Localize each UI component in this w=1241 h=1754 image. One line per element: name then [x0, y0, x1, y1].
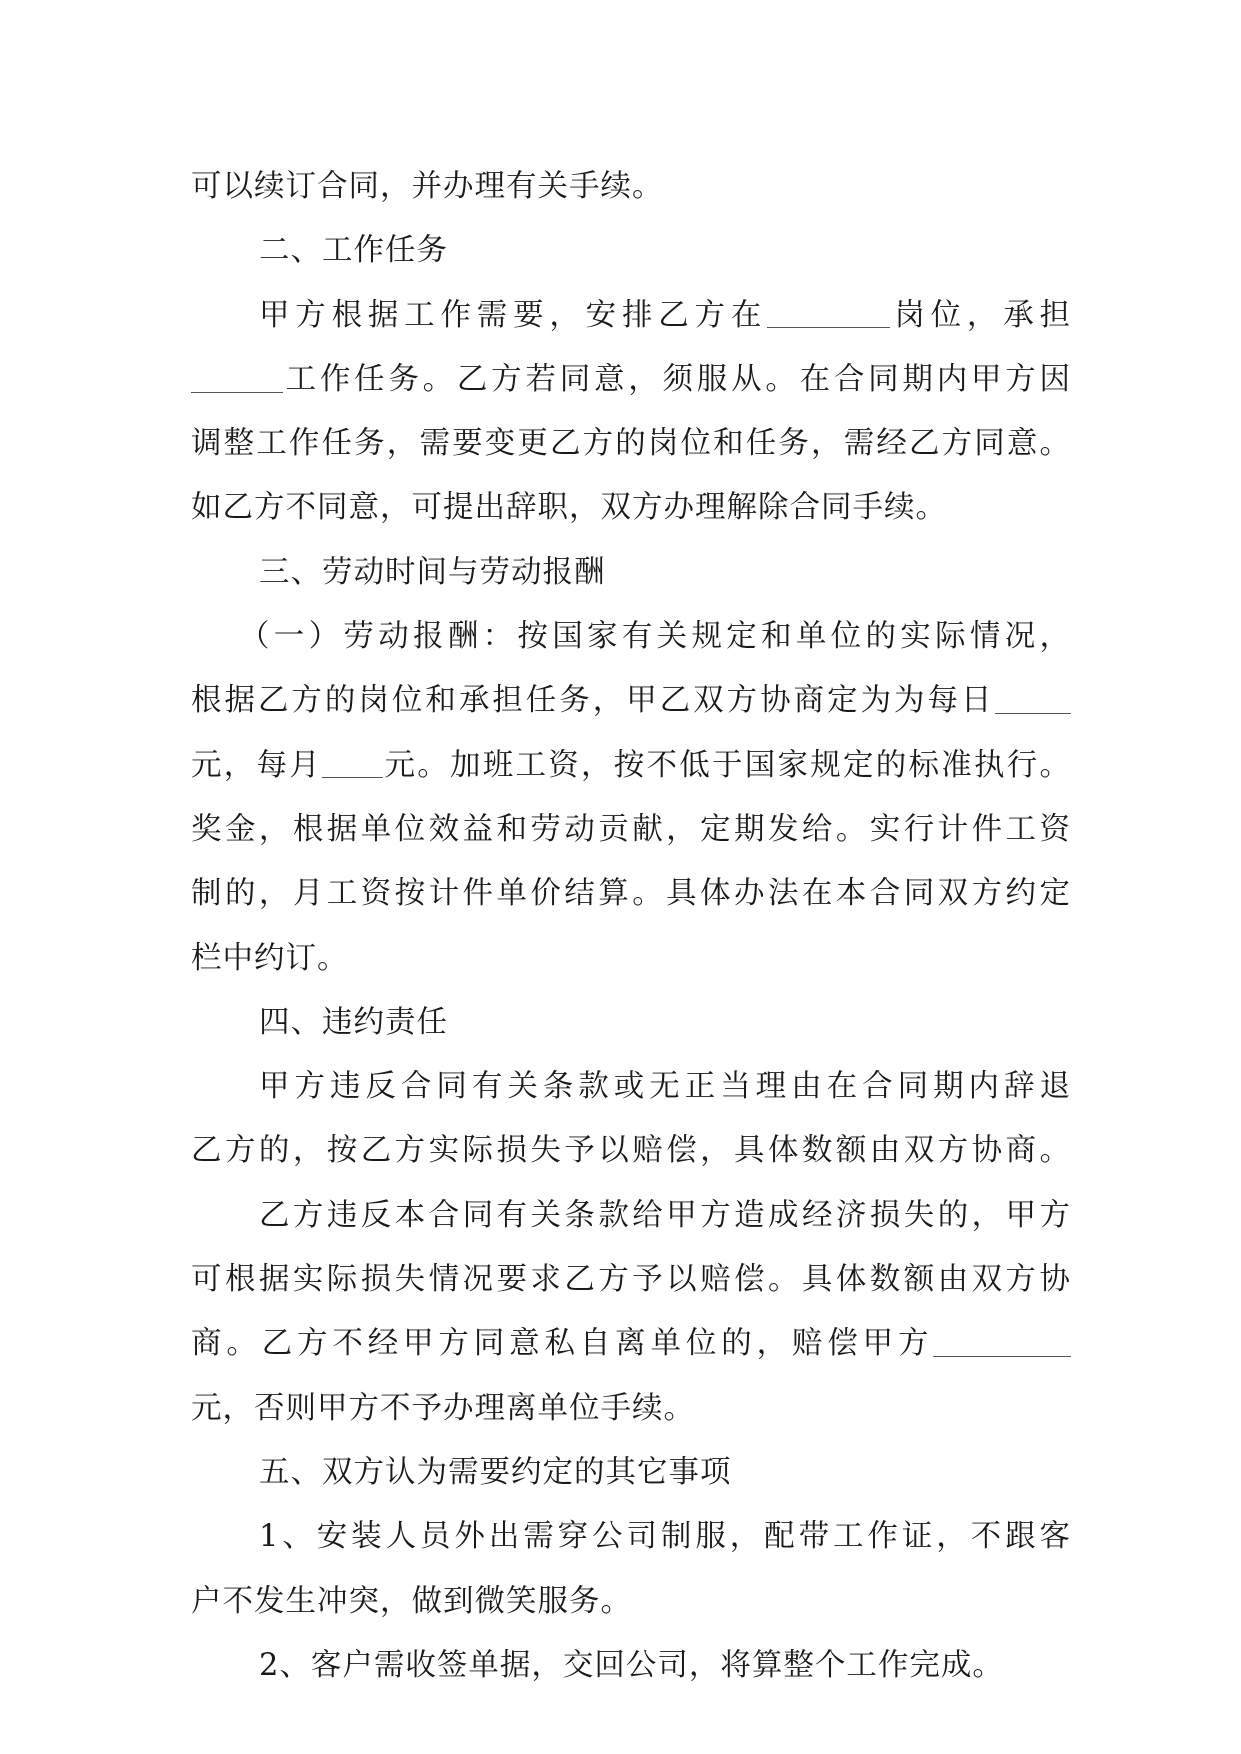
- text-line: 奖金，根据单位效益和劳动贡献，定期发给。实行计件工资: [191, 811, 1071, 847]
- text-line: 根据乙方的岗位和承担任务，甲乙双方协商定为为每日: [191, 669, 1071, 733]
- text-line: 2、客户需收签单据，交回公司，将算整个工作完成。: [259, 1647, 1004, 1683]
- text-line: 调整工作任务，需要变更乙方的岗位和任务，需经乙方同意。: [191, 426, 1071, 462]
- section-heading-other-matters: 五、双方认为需要约定的其它事项: [259, 1454, 732, 1490]
- contract-text: [191, 155, 1071, 1698]
- section-heading-work-time-and-pay: 三、劳动时间与劳动报酬: [259, 554, 606, 590]
- fill-in-blank: [995, 679, 1072, 714]
- fill-in-blank: [767, 294, 889, 329]
- text-line: 商。乙方不经甲方同意私自离单位的，赔偿甲方: [191, 1312, 1071, 1376]
- text-line: 可根据实际损失情况要求乙方予以赔偿。具体数额由双方协: [191, 1262, 1071, 1298]
- text-line: 栏中约订。: [191, 940, 349, 976]
- section-heading-breach-liability: 四、违约责任: [259, 1004, 448, 1040]
- text-line: 户不发生冲突，做到微笑服务。: [191, 1583, 632, 1619]
- text-line: 甲方违反合同有关条款或无正当理由在合同期内辞退: [259, 1069, 1071, 1105]
- text-line: 乙方违反本合同有关条款给甲方造成经济损失的，甲方: [259, 1197, 1071, 1233]
- text-line: 甲方根据工作需要，安排乙方在 岗位，承担: [191, 284, 1071, 348]
- text-line: 如乙方不同意，可提出辞职，双方办理解除合同手续。: [191, 490, 947, 526]
- text-line: （一）劳动报酬：按国家有关规定和单位的实际情况，: [239, 619, 1071, 655]
- fill-in-blank: [322, 744, 383, 779]
- text-line: 元，否则甲方不予办理离单位手续。: [191, 1390, 695, 1426]
- text-line: 乙方的，按乙方实际损失予以赔偿，具体数额由双方协商。: [191, 1133, 1071, 1169]
- text-line: 元，每月 元。加班工资，按不低于国家规定的标准执行。: [191, 734, 1071, 798]
- text-line: 可以续订合同，并办理有关手续。: [191, 169, 664, 204]
- text-line: 1、安装人员外出需穿公司制服，配带工作证，不跟客: [259, 1519, 1071, 1555]
- fill-in-blank: [933, 1322, 1071, 1357]
- fill-in-blank: [191, 358, 283, 393]
- section-heading-work-tasks: 二、工作任务: [259, 233, 448, 269]
- text-line: 制的，月工资按计件单价结算。具体办法在本合同双方约定: [191, 876, 1071, 912]
- text-line: 工作任务。乙方若同意，须服从。在合同期内甲方因: [191, 348, 1071, 412]
